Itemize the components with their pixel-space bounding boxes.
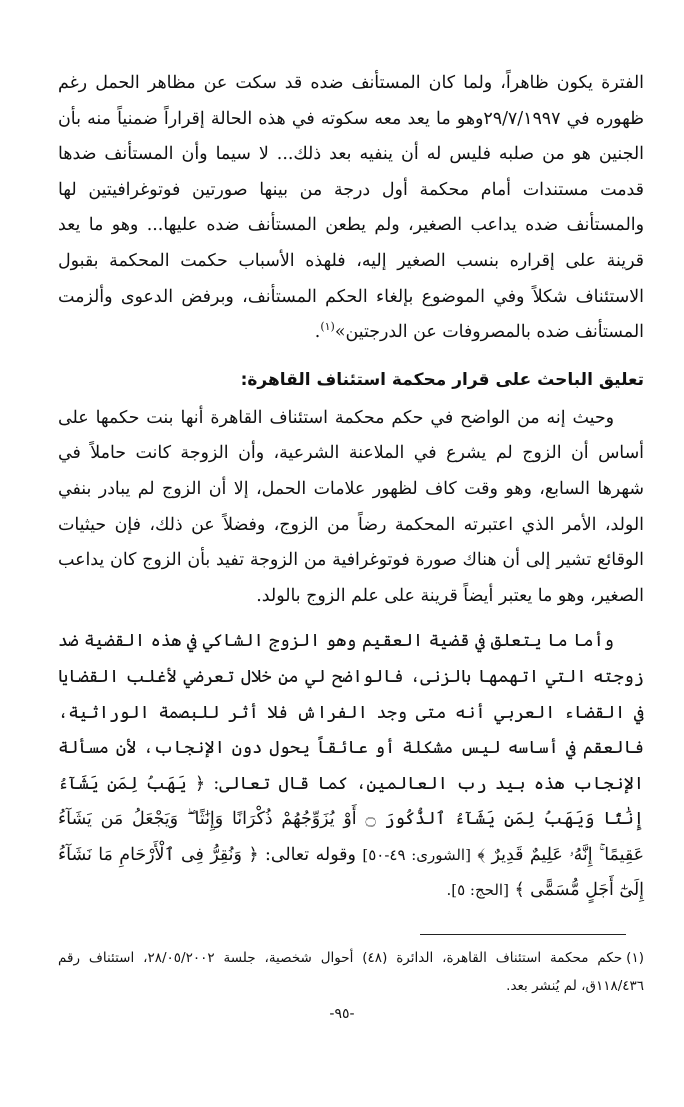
footnote-divider <box>420 934 626 935</box>
footnote-text: حكم محكمة استئناف القاهرة، الدائرة (٤٨) أحوال شخصية، جلسة ٢٨/٠٥/٢٠٠٢، استئناف رقم ١١٨/٤٣٦ق، لم يُنشر بعد. <box>58 950 644 994</box>
quran-reference-hajj: [الحج: ٥]. <box>446 881 509 900</box>
paragraph-1-text: الفترة يكون ظاهراً، ولما كان المستأنف ضده قد سكت عن مظاهر الحمل رغم ظهوره في ٢٩/٧/١٩٩٧وهو ما يعد معه سكوته في هذه الحالة إقراراً ضمنياً منه بأن الجنين هو من صلبه فليس له أن ينفيه بعد ذلك... لا سيما وأن المستأنف ضدها قدمت مستندات أمام محكمة أول درجة من بينها صورتين فوتوغرافيتين لها والمستأنف ضده يداعب الصغير، ولم يطعن المستأنف ضده عليها... وهو ما يعد قرينة على إقراره بنسب الصغير إليه، فلهذه الأسباب حكمت المحكمة بقبول الاستئناف شكلاً وفي الموضوع بإلغاء الحكم المستأنف، وبرفض الدعوى وألزمت المستأنف ضده بالمصروفات عن الدرجتين» <box>58 73 644 343</box>
footnote-number: (١) <box>626 950 644 966</box>
paragraph-researcher-commentary: وحيث إنه من الواضح في حكم محكمة استئناف القاهرة أنها بنت حكمها على أساس أن الزوج لم يشرع في الملاعنة الشرعية، وأن الزوجة كانت حاملاً في شهرها السابع، وهو وقت كاف لظهور علامات الحمل، إلا أن الزوج لم يبادر بنفي الولد، الأمر الذي اعتبرته المحكمة رضاً من الزوج، وفضلاً عن ذلك، فإن حيثيات الوقائع تشير إلى أن هناك صورة فوتوغرافية من الزوجة تفيد بأن الزوج كان يداعب الصغير، وهو ما يعتبر أيضاً قرينة على علم الزوج بالولد. <box>58 407 644 606</box>
paragraph-3-text: وأما ما يتعلق في قضية العقيم وهو الزوج الشاكي في هذه القضية ضد زوجته التي اتهمها بالزنى، فالواضح لي من خلال تعرضي لأغلب القضايا في القضاء العربي أنه متى وجد الفراش فلا أثر للبصمة الوراثية، فالعقم في أساسه ليس مشكلة أو عائقاً يحول دون الإنجاب، لأن مسألة الإنجاب هذه بيد رب العالمين، كما قال تعالى: <box>58 631 644 794</box>
paragraph-court-ruling-end: الفترة يكون ظاهراً، ولما كان المستأنف ضده قد سكت عن مظاهر الحمل رغم ظهوره في ٢٩/٧/١٩٩٧وهو ما يعد معه سكوته في هذه الحالة إقراراً ضمنياً منه بأن الجنين هو من صلبه فليس له أن ينفيه بعد ذلك... لا سيما وأن المستأنف ضدها قدمت مستندات أمام محكمة أول درجة من بينها صورتين فوتوغرافيتين لها والمستأنف ضده يداعب الصغير، ولم يطعن المستأنف ضده عليها... وهو ما يعد قرينة على إقراره بنسب الصغير إليه، فلهذه الأسباب حكمت المحكمة بقبول الاستئناف شكلاً وفي الموضوع بإلغاء الحكم المستأنف، وبرفض الدعوى وألزمت المستأنف ضده بالمصروفات عن الدرجتين»$^{(١)}$. <box>58 73 644 343</box>
section-heading: تعليق الباحث على قرار محكمة استئناف القاهرة: <box>240 369 644 390</box>
page-body <box>58 66 644 909</box>
quran-connector: وقوله تعالى: <box>264 844 356 865</box>
footnote <box>58 944 644 1000</box>
paragraph-infertility-case <box>58 624 644 909</box>
page-number: -٩٥- <box>329 1006 355 1022</box>
quran-verse-hajj: ﴿ وَنُقِرُّ فِى ٱلْأَرْحَامِ مَا نَشَآءُ إِلَىٰٓ أَجَلٍ مُّسَمًّى ﴾ <box>58 844 644 901</box>
footnote-reference: (١) <box>320 320 335 334</box>
quran-verse-shura: ﴿ يَهَبُ لِمَن يَشَآءُ إِنَٰثًا وَيَهَبُ لِمَن يَشَآءُ ٱلذُّكُورَ ۝ أَوْ يُزَوِّجُهُمْ ذُكْرَانًا وَإِنَٰثًا ۖ وَيَجْعَلُ مَن يَشَآءُ عَقِيمًا ۚ إِنَّهُۥ عَلِيمٌ قَدِيرٌ ﴾ <box>58 773 645 865</box>
quran-reference-shura: [الشورى: ٤٩-٥٠] <box>362 845 471 864</box>
